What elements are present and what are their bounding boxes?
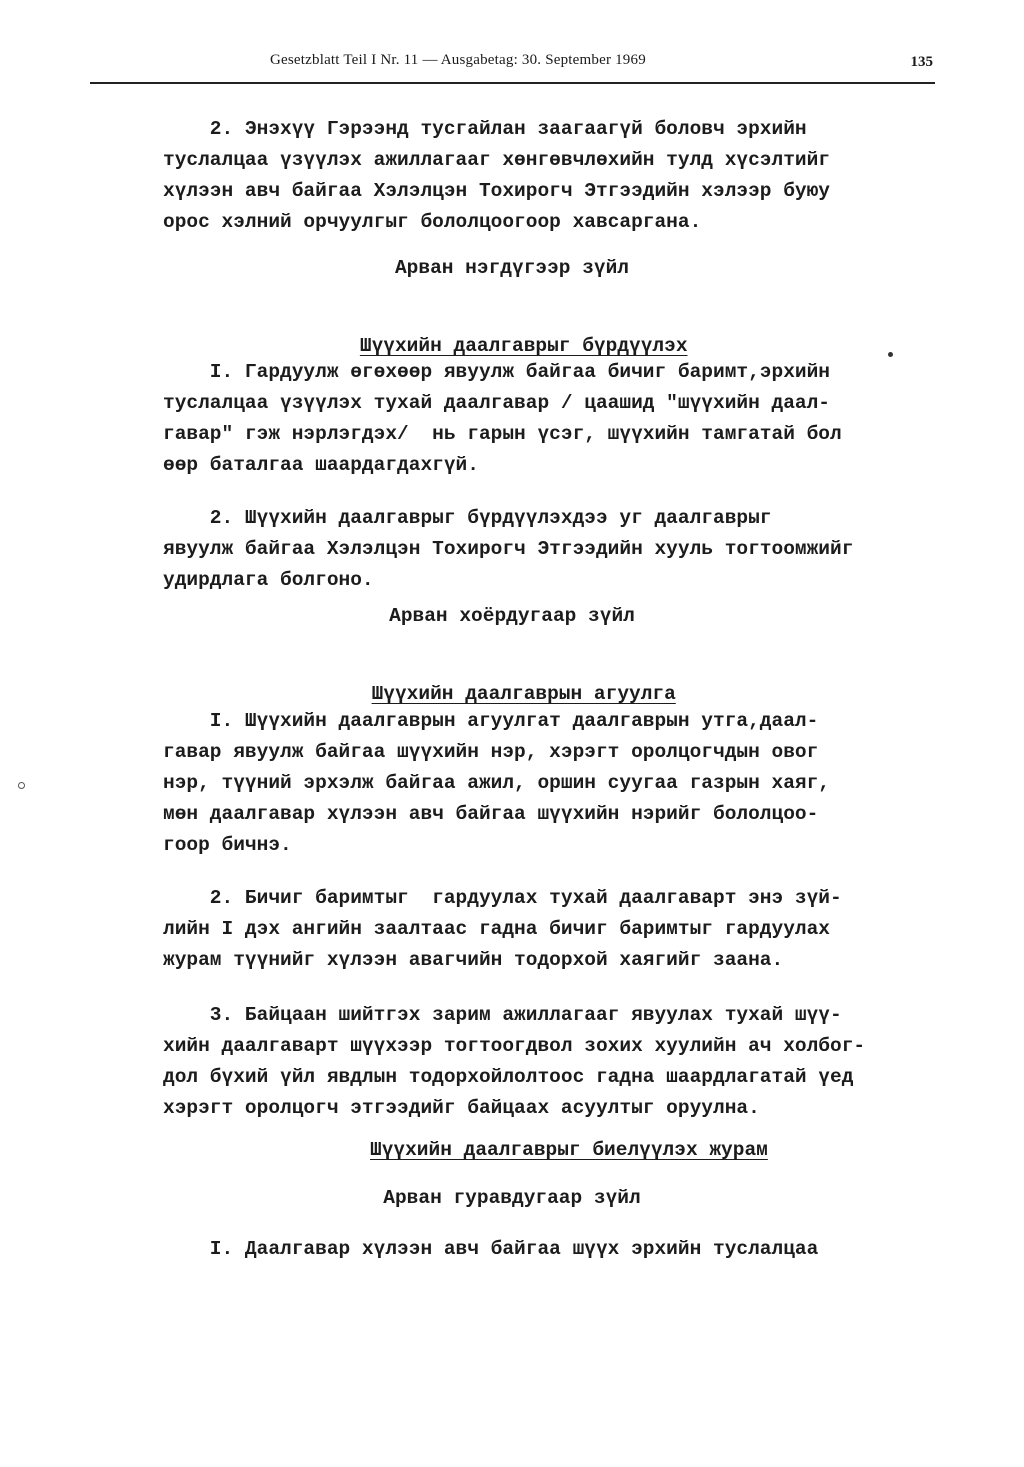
text-line: хийн даалгаварт шүүхээр тогтоогдвол зохих хуулийн ач холбог- [163,1035,866,1057]
text-line: I. Гардуулж өгөхөөр явуулж байгаа бичиг баримт,эрхийн [163,361,831,383]
text-line: өөр баталгаа шаардагдахгүй. [163,454,479,476]
article-11-title [0,300,1024,357]
page-header [90,52,935,84]
paragraph-13-1 [163,1234,873,1265]
header-title: Gesetzblatt Teil I Nr. 11 — Ausgabetag: 30. September 1969 [270,52,646,68]
article-12-heading: Арван хоёрдугаар зүйл [389,605,635,627]
article-11-title-text: Шүүхийн даалгаврыг бүрдүүлэх [359,335,688,357]
text-line: 2. Энэхүү Гэрээнд тусгайлан заагаагүй боловч эрхийн [163,118,807,140]
text-line: удирдлага болгоно. [163,569,374,591]
text-line: туслалцаа үзүүлэх ажиллагааг хөнгөвчлөхийн тулд хүсэлтийг [163,149,831,171]
text-line: дол бүхий үйл явдлын тодорхойлолтоос гадна шаардлагатай үед [163,1066,854,1088]
article-12-title [0,648,1024,705]
scan-speck [888,352,893,357]
text-line: хэрэгт оролцогч этгээдийг байцаах асуултыг оруулна. [163,1097,760,1119]
article-12-title-text: Шүүхийн даалгаврын агуулга [371,683,676,705]
text-line: I. Даалгавар хүлээн авч байгаа шүүх эрхийн туслалцаа [163,1238,819,1260]
text-line: орос хэлний орчуулгыг бололцоогоор хавсаргана. [163,211,702,233]
text-line: туслалцаа үзүүлэх тухай даалгавар / цаашид "шүүхийн даал- [163,392,831,414]
paragraph-11-2 [163,503,873,596]
text-line: явуулж байгаа Хэлэлцэн Тохирогч Этгээдийн хууль тогтоомжийг [163,538,854,560]
text-line: гоор бичнэ. [163,834,292,856]
text-line: гавар" гэж нэрлэгдэх/ нь гарын үсэг, шүүхийн тамгатай бол [163,423,842,445]
text-line: лийн I дэх ангийн заалтаас гадна бичиг баримтыг гардуулах [163,918,831,940]
text-line: мөн даалгавар хүлээн авч байгаа шүүхийн нэрийг бололцоо- [163,803,819,825]
paragraph-11-1 [163,357,873,481]
paragraph-12-2 [163,883,873,976]
article-13-heading: Арван гуравдугаар зүйл [383,1187,641,1209]
article-11-heading: Арван нэгдүгээр зүйл [394,257,630,279]
paragraph-attachment-translation [163,114,873,238]
text-line: журам түүнийг хүлээн авагчийн тодорхой хаягийг заана. [163,949,784,971]
text-line: хүлээн авч байгаа Хэлэлцэн Тохирогч Этгээдийн хэлээр буюу [163,180,831,202]
text-line: 2. Шүүхийн даалгаврыг бүрдүүлэхдээ уг даалгаврыг [163,507,772,529]
text-line: нэр, түүний эрхэлж байгаа ажил, оршин суугаа газрын хаяг, [163,772,831,794]
paragraph-12-1 [163,706,873,861]
section-title-text: Шүүхийн даалгаврыг биелүүлэх журам [370,1139,768,1161]
text-line: I. Шүүхийн даалгаврын агуулгат даалгаврын утга,даал- [163,710,819,732]
text-line: гавар явуулж байгаа шүүхийн нэр, хэрэгт оролцогчдын овог [163,741,819,763]
section-title [370,1135,800,1166]
page-number: 135 [910,54,933,70]
scan-speck [18,782,25,789]
text-line: 2. Бичиг баримтыг гардуулах тухай даалгаварт энэ зүй- [163,887,842,909]
text-line: 3. Байцаан шийтгэх зарим ажиллагааг явуулах тухай шүү- [163,1004,842,1026]
paragraph-12-3 [163,1000,873,1124]
